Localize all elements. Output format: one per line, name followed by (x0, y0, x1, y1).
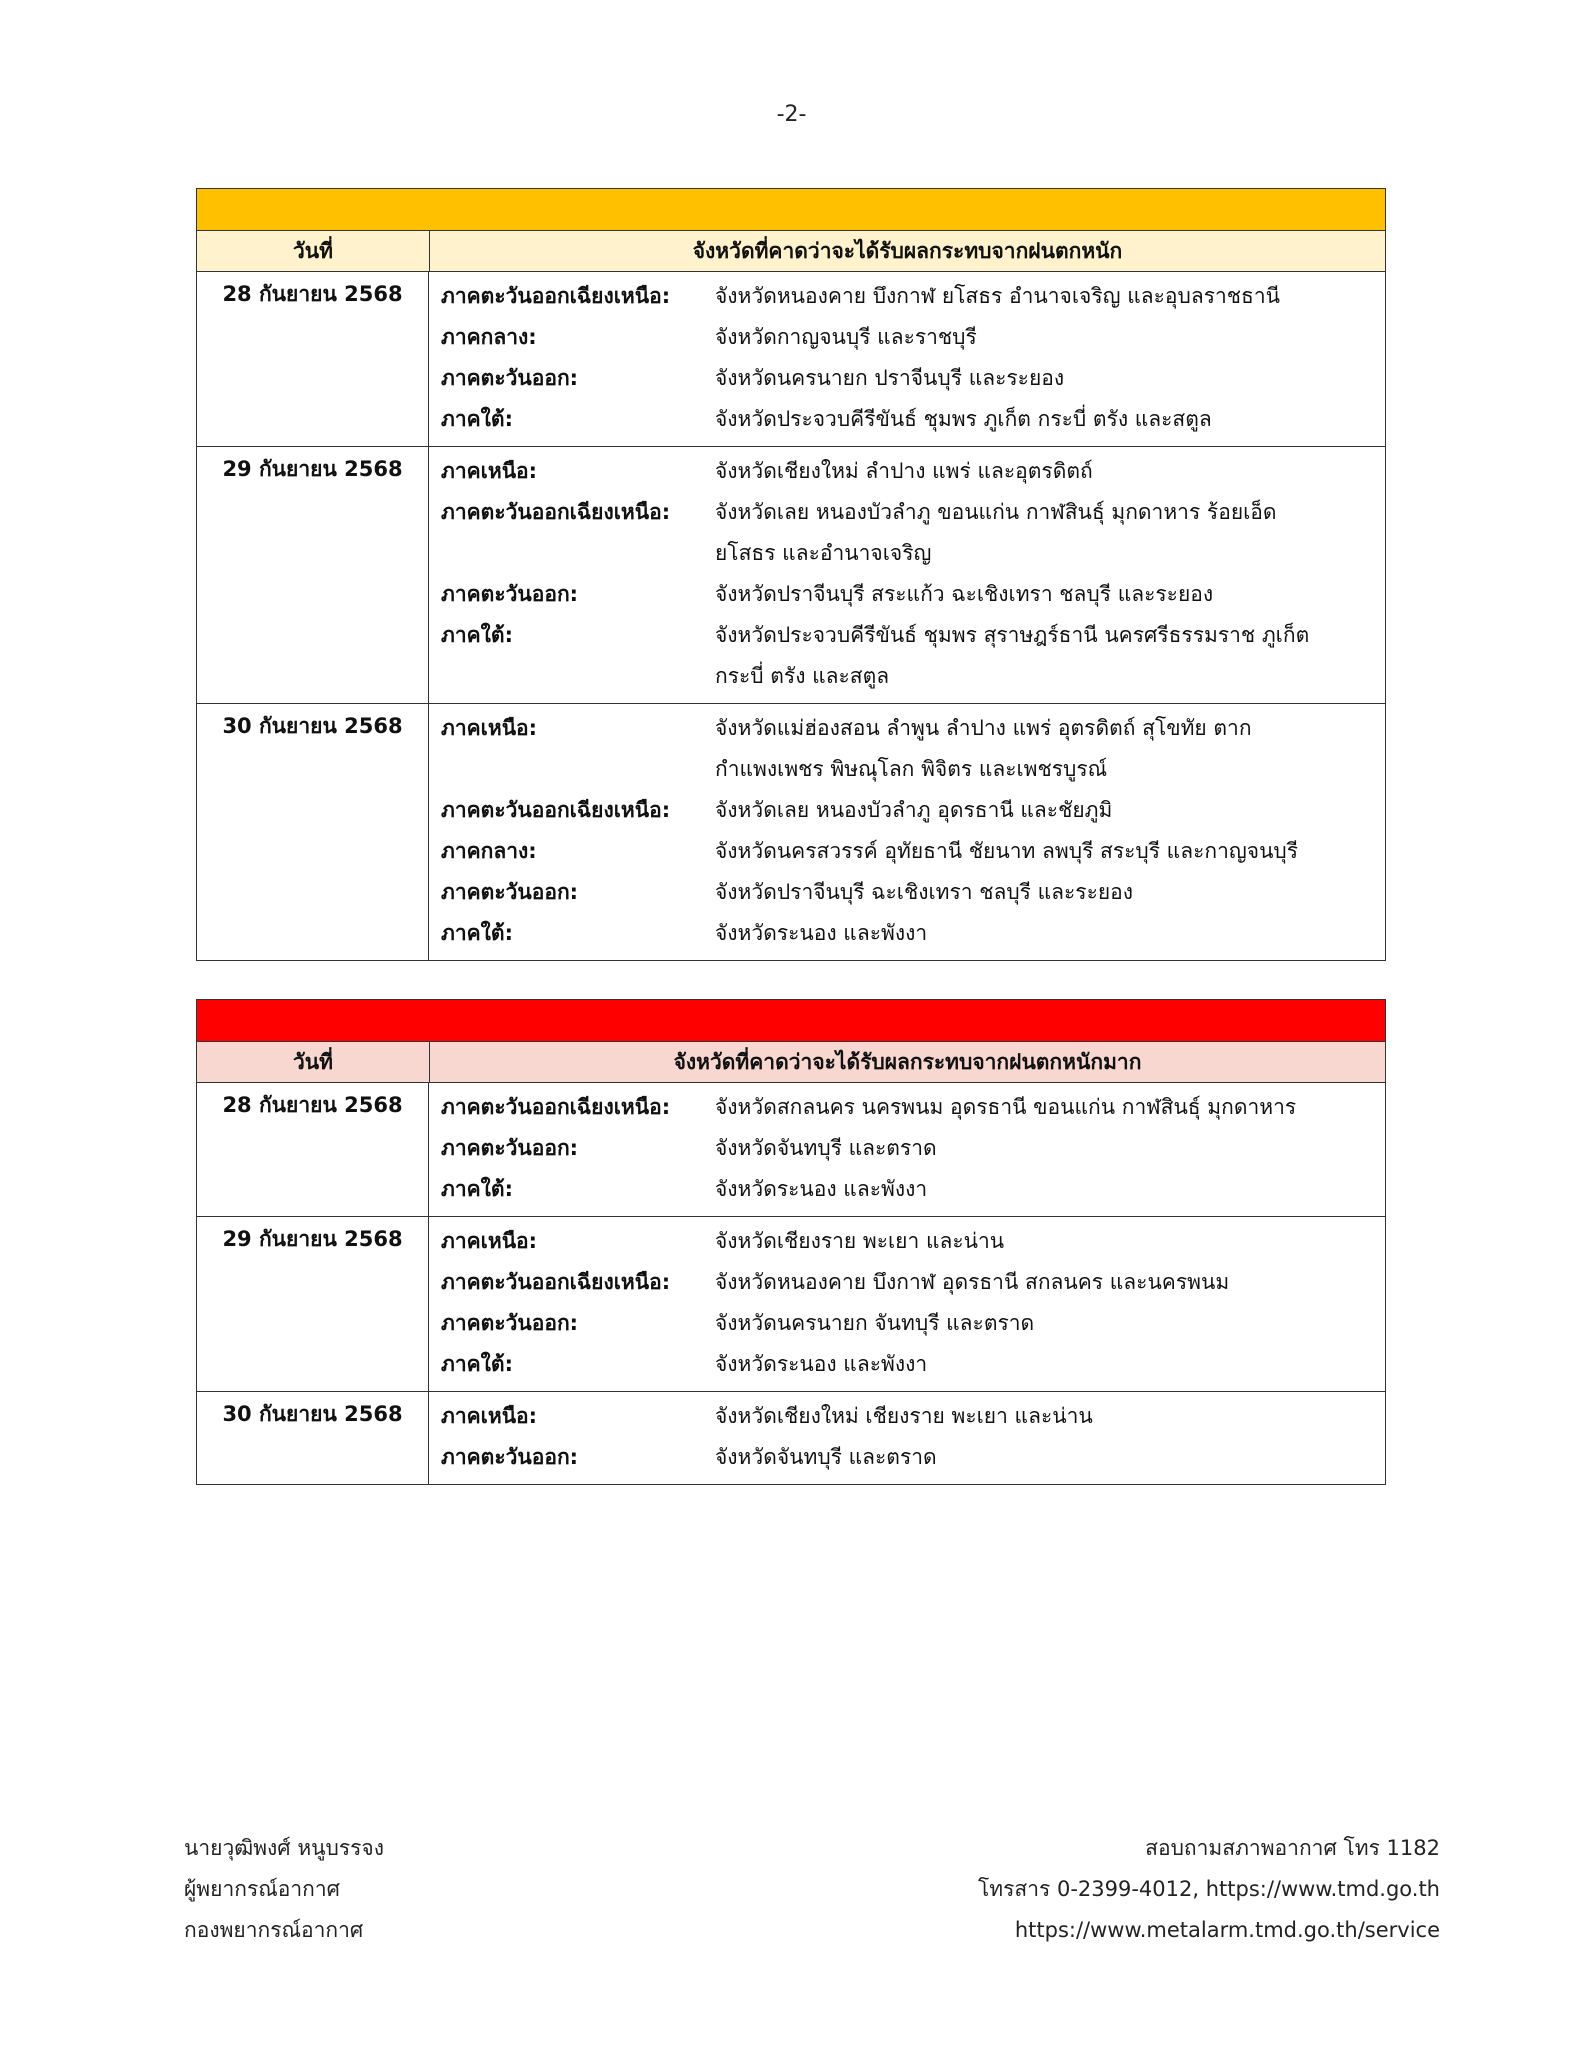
very-heavy-rain-table (196, 999, 1386, 1485)
province-line (429, 1128, 1385, 1169)
region-label: ภาคตะวันออก: (441, 366, 579, 390)
date-group-row (197, 272, 1385, 447)
region-label: ภาคตะวันออกเฉียงเหนือ: (441, 1095, 671, 1119)
province-lines (429, 704, 1385, 960)
header-date: วันที่ (197, 231, 430, 271)
province-line (429, 708, 1385, 749)
region-label: ภาคใต้: (441, 921, 513, 945)
region-label: ภาคตะวันออกเฉียงเหนือ: (441, 1270, 671, 1294)
province-line (429, 451, 1385, 492)
header-provinces: จังหวัดที่คาดว่าจะได้รับผลกระทบจากฝนตกหนัก (692, 238, 1123, 263)
region-label: ภาคตะวันออกเฉียงเหนือ: (441, 284, 671, 308)
province-list: จังหวัดกาญจนบุรี และราชบุรี (715, 325, 977, 349)
province-line (429, 615, 1385, 656)
region-label (429, 533, 715, 574)
province-line (429, 1396, 1385, 1437)
date-cell: 29 กันยายน 2568 (197, 1217, 429, 1391)
province-list: จังหวัดเชียงใหม่ ลำปาง แพร่ และอุตรดิตถ์ (715, 459, 1093, 483)
province-line (429, 317, 1385, 358)
province-list: กำแพงเพชร พิษณุโลก พิจิตร และเพชรบูรณ์ (715, 757, 1108, 781)
contact-fax-website: โทรสาร 0-2399-4012, https://www.tmd.go.th (978, 1877, 1440, 1901)
forecaster-division: กองพยากรณ์อากาศ (184, 1918, 364, 1942)
province-line (429, 1262, 1385, 1303)
province-line (429, 399, 1385, 440)
region-label: ภาคใต้: (441, 1352, 513, 1376)
province-line (429, 1437, 1385, 1478)
province-list: จังหวัดหนองคาย บึงกาฬ อุดรธานี สกลนคร และนครพนม (715, 1270, 1230, 1294)
province-lines (429, 272, 1385, 446)
table-header (197, 231, 1385, 272)
province-list: กระบี่ ตรัง และสตูล (715, 664, 890, 688)
province-list: จังหวัดเลย หนองบัวลำภู ขอนแก่น กาฬสินธุ์ มุกดาหาร ร้อยเอ็ด (715, 500, 1277, 524)
forecaster-name: นายวุฒิพงศ์ หนูบรรจง (184, 1836, 384, 1860)
date-group-row (197, 1392, 1385, 1484)
province-list: จังหวัดระนอง และพังงา (715, 921, 928, 945)
province-line (429, 533, 1385, 574)
province-line (429, 656, 1385, 697)
region-label: ภาคตะวันออก: (441, 1311, 579, 1335)
region-label: ภาคตะวันออก: (441, 880, 579, 904)
province-line (429, 1169, 1385, 1210)
province-list: จังหวัดนครนายก ปราจีนบุรี และระยอง (715, 366, 1065, 390)
province-line (429, 1344, 1385, 1385)
contact-service-link[interactable]: https://www.metalarm.tmd.go.th/service (1014, 1918, 1440, 1942)
region-label (429, 749, 715, 790)
province-list: จังหวัดเลย หนองบัวลำภู อุดรธานี และชัยภูมิ (715, 798, 1113, 822)
province-line (429, 913, 1385, 954)
province-line (429, 358, 1385, 399)
province-line (429, 1087, 1385, 1128)
region-label: ภาคใต้: (441, 623, 513, 647)
region-label: ภาคใต้: (441, 1177, 513, 1201)
header-date: วันที่ (197, 1042, 430, 1082)
contact-phone: สอบถามสภาพอากาศ โทร 1182 (1145, 1836, 1440, 1860)
province-list: จังหวัดแม่ฮ่องสอน ลำพูน ลำปาง แพร่ อุตรดิตถ์ สุโขทัย ตาก (715, 716, 1252, 740)
very-heavy-rain-color-bar (197, 1000, 1385, 1042)
heavy-rain-table (196, 188, 1386, 961)
province-list: จังหวัดเชียงใหม่ เชียงราย พะเยา และน่าน (715, 1404, 1093, 1428)
date-cell: 30 กันยายน 2568 (197, 1392, 429, 1484)
date-cell: 30 กันยายน 2568 (197, 704, 429, 960)
date-group-row (197, 1083, 1385, 1217)
region-label: ภาคกลาง: (441, 325, 537, 349)
date-cell: 28 กันยายน 2568 (197, 272, 429, 446)
province-lines (429, 1083, 1385, 1216)
date-group-row (197, 704, 1385, 960)
province-list: จังหวัดสกลนคร นครพนม อุดรธานี ขอนแก่น กาฬสินธุ์ มุกดาหาร (715, 1095, 1297, 1119)
region-label: ภาคตะวันออก: (441, 1445, 579, 1469)
page-number: -2- (776, 102, 807, 127)
province-list: จังหวัดนครนายก จันทบุรี และตราด (715, 1311, 1035, 1335)
province-line (429, 749, 1385, 790)
province-line (429, 492, 1385, 533)
province-list: จังหวัดประจวบคีรีขันธ์ ชุมพร สุราษฎร์ธานี นครศรีธรรมราช ภูเก็ต (715, 623, 1310, 647)
region-label (429, 656, 715, 697)
contact-info (978, 1828, 1440, 1951)
province-list: จังหวัดหนองคาย บึงกาฬ ยโสธร อำนาจเจริญ และอุบลราชธานี (715, 284, 1280, 308)
province-list: จังหวัดประจวบคีรีขันธ์ ชุมพร ภูเก็ต กระบี่ ตรัง และสตูล (715, 407, 1212, 431)
region-label: ภาคกลาง: (441, 839, 537, 863)
province-list: จังหวัดนครสวรรค์ อุทัยธานี ชัยนาท ลพบุรี สระบุรี และกาญจนบุรี (715, 839, 1299, 863)
region-label: ภาคตะวันออกเฉียงเหนือ: (441, 500, 671, 524)
province-line (429, 574, 1385, 615)
table-header (197, 1042, 1385, 1083)
province-line (429, 872, 1385, 913)
region-label: ภาคเหนือ: (441, 459, 538, 483)
region-label: ภาคตะวันออก: (441, 582, 579, 606)
province-line (429, 831, 1385, 872)
province-line (429, 790, 1385, 831)
province-list: จังหวัดระนอง และพังงา (715, 1177, 928, 1201)
province-list: จังหวัดปราจีนบุรี ฉะเชิงเทรา ชลบุรี และระยอง (715, 880, 1134, 904)
date-cell: 28 กันยายน 2568 (197, 1083, 429, 1216)
date-cell: 29 กันยายน 2568 (197, 447, 429, 703)
header-provinces: จังหวัดที่คาดว่าจะได้รับผลกระทบจากฝนตกหนักมาก (673, 1049, 1142, 1074)
province-list: ยโสธร และอำนาจเจริญ (715, 541, 932, 565)
region-label: ภาคตะวันออกเฉียงเหนือ: (441, 798, 671, 822)
region-label: ภาคเหนือ: (441, 1404, 538, 1428)
province-list: จังหวัดเชียงราย พะเยา และน่าน (715, 1229, 1005, 1253)
province-lines (429, 1392, 1385, 1484)
province-line (429, 276, 1385, 317)
province-lines (429, 1217, 1385, 1391)
province-lines (429, 447, 1385, 703)
date-group-row (197, 1217, 1385, 1392)
region-label: ภาคเหนือ: (441, 716, 538, 740)
province-list: จังหวัดจันทบุรี และตราด (715, 1136, 937, 1160)
date-group-row (197, 447, 1385, 704)
province-list: จังหวัดปราจีนบุรี สระแก้ว ฉะเชิงเทรา ชลบุรี และระยอง (715, 582, 1214, 606)
province-list: จังหวัดระนอง และพังงา (715, 1352, 928, 1376)
heavy-rain-color-bar (197, 189, 1385, 231)
province-line (429, 1221, 1385, 1262)
province-line (429, 1303, 1385, 1344)
forecaster-title: ผู้พยากรณ์อากาศ (184, 1877, 340, 1901)
forecaster-signature (184, 1828, 384, 1951)
region-label: ภาคตะวันออก: (441, 1136, 579, 1160)
province-list: จังหวัดจันทบุรี และตราด (715, 1445, 937, 1469)
region-label: ภาคใต้: (441, 407, 513, 431)
region-label: ภาคเหนือ: (441, 1229, 538, 1253)
